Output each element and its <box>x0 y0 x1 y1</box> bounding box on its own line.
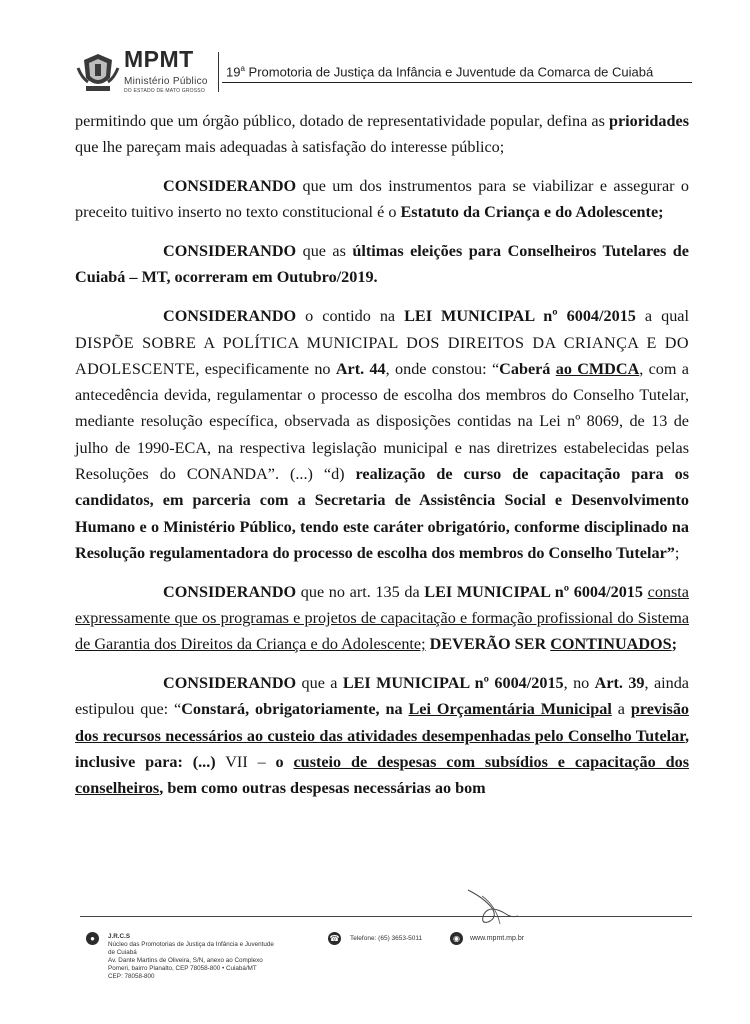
footer-phone: Telefone: (65) 3653-5011 <box>350 935 423 942</box>
paragraph-5: CONSIDERANDO que no art. 135 da LEI MUNICIPAL nº 6004/2015 consta expressamente que os programas e projetos de capacitação e formação profissional do Sistema de Garantia dos Direitos da Criança e do Adolescente; DEVERÃO SER CONTINUADOS; <box>75 582 689 654</box>
phone-icon: ☎ <box>329 934 340 943</box>
footer-rule <box>80 916 692 917</box>
page-header <box>70 46 692 98</box>
paragraph-2: CONSIDERANDO que um dos instrumentos para se viabilizar e assegurar o preceito tuitivo inserto no texto constitucional é o Estatuto da Criança e do Adolescente; <box>75 177 689 222</box>
location-pin-icon: ● <box>86 932 99 945</box>
paragraph-4: CONSIDERANDO o contido na LEI MUNICIPAL nº 6004/2015 a qual DISPÕE SOBRE A POLÍTICA MUNICIPAL DOS DIREITOS DA CRIANÇA E DO ADOLESCENTE, especificamente no Art. 44, onde constou: “Caberá ao CMDCA, com a antecedência devida, regulamentar o processo de escolha dos membros do Conselho Tutelar, mediante resolução específica, observada as disposições contidas na Lei nº 8069, de 13 de julho de 1990-ECA, na respectiva legislação municipal e nas diretrizes estabelecidas pelas Resoluções do CONANDA”. (...) “d) realização de curso de capacitação para os candidatos, em parceria com a Secretaria de Assistência Social e Desenvolvimento Humano e o Ministério Público, tendo este caráter obrigatório, conforme disciplinado na Resolução regulamentadora do processo de escolha dos membros do Conselho Tutelar”; <box>75 307 689 562</box>
brand-name: MPMT <box>124 46 194 72</box>
document-body <box>75 108 689 814</box>
footer-website: www.mpmt.mp.br <box>470 935 525 942</box>
page-footer <box>80 928 692 998</box>
signature-mark <box>462 884 522 930</box>
paragraph-1: permitindo que um órgão público, dotado de representatividade popular, defina as prioridades que lhe pareçam mais adequadas à satisfação do interesse público; <box>75 112 689 157</box>
brand-state: DO ESTADO DE MATO GROSSO <box>124 88 205 94</box>
coat-of-arms-icon <box>76 50 120 94</box>
globe-icon: ◉ <box>450 932 463 945</box>
paragraph-3: CONSIDERANDO que as últimas eleições para Conselheiros Tutelares de Cuiabá – MT, ocorreram em Outubro/2019. <box>75 242 689 287</box>
header-rule <box>222 82 692 83</box>
brand-subtitle: Ministério Público <box>124 76 208 87</box>
office-name: 19$^a$ Promotoria de Justiça da Infância e Juventude da Comarca de Cuiabá <box>226 64 654 80</box>
paragraph-6: CONSIDERANDO que a LEI MUNICIPAL nº 6004/2015, no Art. 39, ainda estipulou que: “Constará, obrigatoriamente, na Lei Orçamentária Municipal a previsão dos recursos necessários ao custeio das atividades desempenhadas pelo Conselho Tutelar, inclusive para: (...) VII – o custeio de despesas com subsídios e capacitação dos conselheiros, bem como outras despesas necessárias ao bom <box>75 674 690 798</box>
mpmt-logo <box>70 46 220 96</box>
header-divider <box>218 52 219 92</box>
footer-address: J.R.C.S Núcleo das Promotorias de Justiça da Infância e Juventude de Cuiabá Av. Dante Martins de Oliveira, S/N, anexo ao Complexo Pomeri, bairro Planalto, CEP 78058-800 • Cuiabá/MT CEP: 78058-800 <box>108 933 274 980</box>
